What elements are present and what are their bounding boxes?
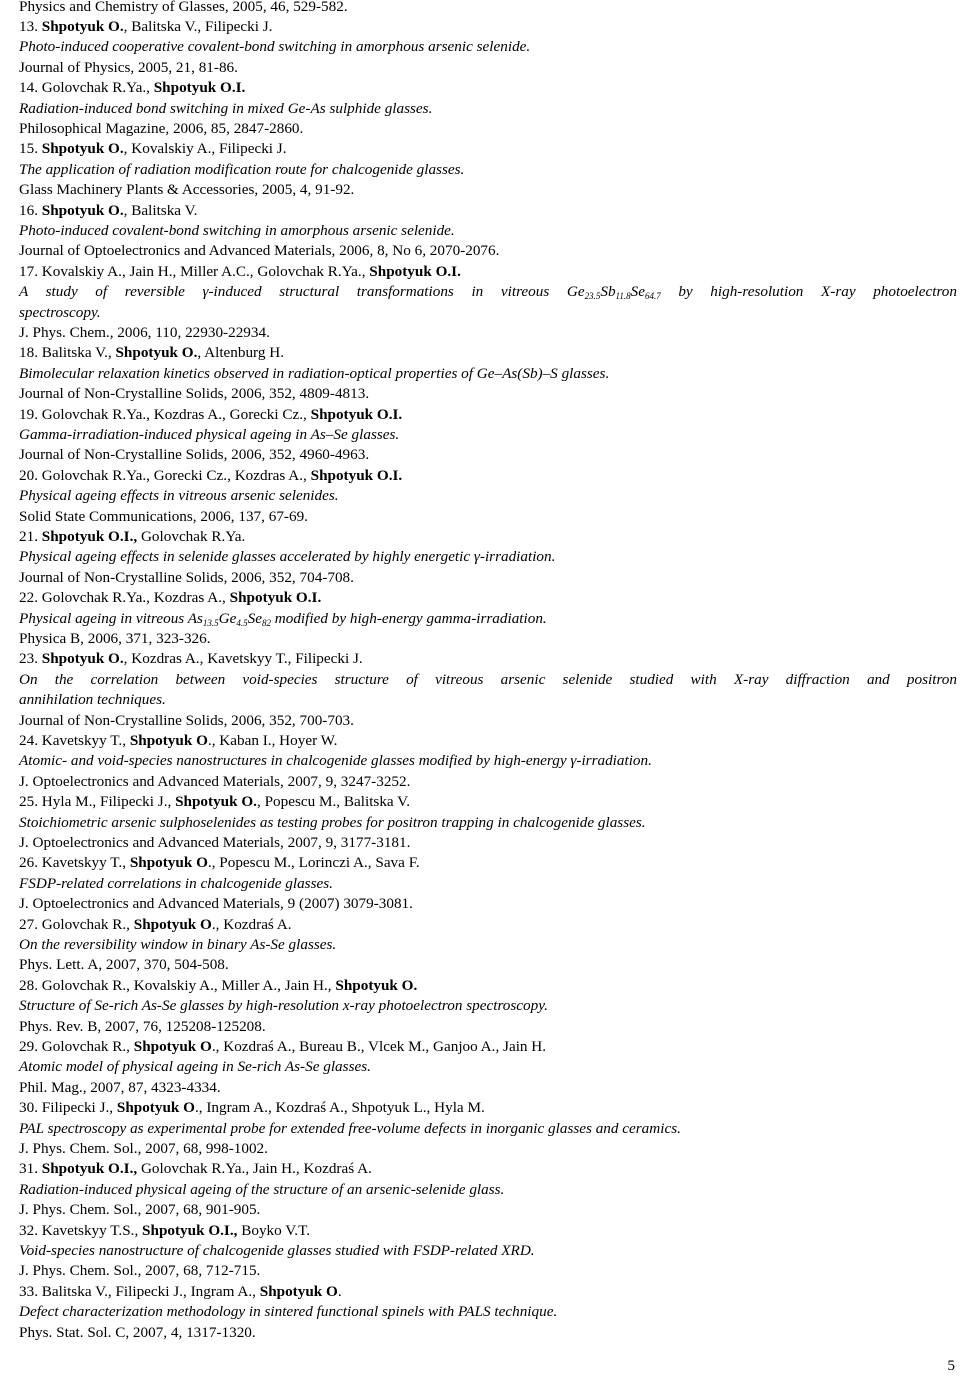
text-segment: J. Optoelectronics and Advanced Materials, 2007, 9, 3247-3252. <box>19 772 411 790</box>
reference-authors <box>19 1159 957 1179</box>
reference-source <box>19 955 957 975</box>
text-segment: ., Popescu M., Lorinczi A., Sava F. <box>207 854 420 872</box>
highlighted-author: Shpotyuk O.I. <box>310 466 403 484</box>
reference-authors <box>19 17 957 37</box>
text-segment: . <box>337 1282 342 1300</box>
text-segment: Golovchak R.Ya., Jain H., Kozdraś A. <box>137 1160 372 1178</box>
text-segment: , Kozdras A., Kavetskyy T., Filipecki J. <box>123 650 363 668</box>
reference-source <box>19 629 957 649</box>
highlighted-author: Shpotyuk O.I. <box>153 79 246 97</box>
reference-source <box>19 833 957 853</box>
reference-source <box>19 119 957 139</box>
text-segment: 14. Golovchak R.Ya., <box>19 79 154 97</box>
text-segment: Physical ageing effects in vitreous arsenic selenides. <box>19 487 339 505</box>
text-segment: modified by high-energy gamma-irradiation. <box>270 609 547 627</box>
text-segment: Radiation-induced physical ageing of the structure of an arsenic-selenide glass. <box>19 1180 505 1198</box>
highlighted-author: Shpotyuk O.I. <box>229 589 322 607</box>
reference-authors <box>19 792 957 812</box>
text-segment: Photo-induced cooperative covalent-bond switching in amorphous arsenic selenide. <box>19 38 531 56</box>
highlighted-author: Shpotyuk O. <box>175 793 257 811</box>
reference-title <box>19 1241 957 1261</box>
text-segment: 32. Kavetskyy T.S., <box>19 1221 143 1239</box>
text-segment: 29. Golovchak R., <box>19 1037 134 1055</box>
text-segment: ., Kaban I., Hoyer W. <box>207 731 338 749</box>
highlighted-author: Shpotyuk O. <box>41 17 124 35</box>
highlighted-author: Shpotyuk O <box>133 1037 212 1055</box>
text-segment: Golovchak R.Ya. <box>137 527 246 545</box>
text-segment: The application of radiation modification route for chalcogenide glasses. <box>19 160 465 178</box>
text-segment: Atomic model of physical ageing in Se-rich As-Se glasses. <box>19 1058 371 1076</box>
text-segment: Stoichiometric arsenic sulphoselenides as testing probes for positron trapping in chalcogenide glasses. <box>19 813 646 831</box>
reference-source <box>19 180 957 200</box>
reference-title <box>19 99 957 119</box>
subscript: 23.5 <box>584 291 601 302</box>
reference-source <box>19 711 957 731</box>
text-segment: 23. <box>19 650 42 668</box>
text-segment: 26. Kavetskyy T., <box>19 854 130 872</box>
text-segment: ., Kozdraś A., Bureau B., Vlcek M., Ganjoo A., Jain H. <box>211 1037 547 1055</box>
reference-authors <box>19 1098 957 1118</box>
highlighted-author: Shpotyuk O <box>116 1099 195 1117</box>
reference-title <box>19 425 957 445</box>
reference-title <box>19 935 957 955</box>
text-segment: spectroscopy. <box>19 303 101 321</box>
reference-source <box>19 894 957 914</box>
text-segment: J. Optoelectronics and Advanced Materials, 2007, 9, 3177-3181. <box>19 833 411 851</box>
text-segment: Phys. Stat. Sol. C, 2007, 4, 1317-1320. <box>19 1323 256 1341</box>
text-segment: 25. Hyla M., Filipecki J., <box>19 793 176 811</box>
reference-source <box>19 58 957 78</box>
reference-title <box>19 1119 957 1139</box>
highlighted-author: Shpotyuk O.I. <box>369 262 461 280</box>
text-segment: 18. Balitska V., <box>19 344 116 362</box>
reference-source <box>19 0 957 17</box>
text-segment: Physics and Chemistry of Glasses, 2005, 46, 529-582. <box>19 0 348 15</box>
text-segment: by high-resolution X-ray photoelectron <box>660 283 957 301</box>
reference-authors <box>19 1037 957 1057</box>
reference-source <box>19 1323 957 1343</box>
text-segment: 19. Golovchak R.Ya., Kozdras A., Gorecki Cz., <box>19 405 311 423</box>
text-segment: Philosophical Magazine, 2006, 85, 2847-2860. <box>19 119 304 137</box>
text-segment: Ge <box>218 609 237 627</box>
reference-title <box>19 303 957 323</box>
text-segment: , Altenburg H. <box>197 344 284 362</box>
text-segment: On the correlation between void-species structure of vitreous arsenic selenide studied with X-ray diffraction and positron <box>19 670 957 688</box>
text-segment: FSDP-related correlations in chalcogenide glasses. <box>19 874 333 892</box>
text-segment: ., Kozdraś A. <box>211 915 292 933</box>
text-segment: J. Phys. Chem. Sol., 2007, 68, 712-715. <box>19 1262 261 1280</box>
highlighted-author: Shpotyuk O. <box>335 976 418 994</box>
text-segment: Journal of Non-Crystalline Solids, 2006, 352, 700-703. <box>19 711 354 729</box>
text-segment: Glass Machinery Plants & Accessories, 2005, 4, 91-92. <box>19 181 355 199</box>
reference-title <box>19 1180 957 1200</box>
reference-authors <box>19 588 957 608</box>
text-segment: ., Ingram A., Kozdraś A., Shpotyuk L., Hyla M. <box>194 1099 485 1117</box>
highlighted-author: Shpotyuk O <box>259 1282 338 1300</box>
reference-authors <box>19 1282 957 1302</box>
reference-title <box>19 1057 957 1077</box>
subscript: 11.8 <box>615 291 631 302</box>
reference-source <box>19 568 957 588</box>
text-segment: A study of reversible γ-induced structural transformations in vitreous Ge <box>19 283 585 301</box>
reference-authors <box>19 976 957 996</box>
reference-title <box>19 364 957 384</box>
text-segment: , Popescu M., Balitska V. <box>256 793 410 811</box>
reference-authors <box>19 649 957 669</box>
highlighted-author: Shpotyuk O <box>129 854 208 872</box>
reference-source <box>19 1139 957 1159</box>
reference-source <box>19 241 957 261</box>
text-segment: 21. <box>19 527 42 545</box>
text-segment: Phil. Mag., 2007, 87, 4323-4334. <box>19 1078 221 1096</box>
text-segment: Se <box>247 609 262 627</box>
reference-authors <box>19 731 957 751</box>
reference-title <box>19 160 957 180</box>
text-segment: Phys. Rev. B, 2007, 76, 125208-125208. <box>19 1017 266 1035</box>
reference-source <box>19 1017 957 1037</box>
text-segment: Photo-induced covalent-bond switching in amorphous arsenic selenide. <box>19 221 455 239</box>
reference-title <box>19 486 957 506</box>
reference-title <box>19 751 957 771</box>
text-segment: , Balitska V., Filipecki J. <box>123 17 273 35</box>
text-segment: Boyko V.T. <box>237 1221 311 1239</box>
reference-source <box>19 1261 957 1281</box>
reference-title <box>19 813 957 833</box>
reference-source <box>19 507 957 527</box>
text-segment: 13. <box>19 17 42 35</box>
reference-authors <box>19 201 957 221</box>
highlighted-author: Shpotyuk O <box>129 731 208 749</box>
text-segment: Physical ageing in vitreous As <box>19 609 203 627</box>
highlighted-author: Shpotyuk O. <box>41 140 124 158</box>
reference-authors <box>19 915 957 935</box>
reference-title <box>19 690 957 710</box>
reference-authors <box>19 527 957 547</box>
reference-title <box>19 547 957 567</box>
text-segment: Solid State Communications, 2006, 137, 67-69. <box>19 507 308 525</box>
reference-source <box>19 323 957 343</box>
reference-authors <box>19 1221 957 1241</box>
text-segment: Defect characterization methodology in sintered functional spinels with PALS technique. <box>19 1303 558 1321</box>
text-segment: Journal of Non-Crystalline Solids, 2006, 352, 4960-4963. <box>19 446 370 464</box>
highlighted-author: Shpotyuk O.I., <box>41 527 138 545</box>
text-segment: Structure of Se-rich As-Se glasses by high-resolution x-ray photoelectron spectroscopy. <box>19 997 548 1015</box>
reference-authors <box>19 139 957 159</box>
reference-authors <box>19 343 957 363</box>
text-segment: , Balitska V. <box>123 201 198 219</box>
reference-title <box>19 609 957 629</box>
reference-title <box>19 1302 957 1322</box>
text-segment: On the reversibility window in binary As-Se glasses. <box>19 935 337 953</box>
reference-title <box>19 282 957 302</box>
text-segment: J. Phys. Chem. Sol., 2007, 68, 998-1002. <box>19 1139 268 1157</box>
text-segment: 31. <box>19 1160 42 1178</box>
reference-title <box>19 221 957 241</box>
text-segment: Sb <box>600 283 616 301</box>
reference-title <box>19 670 957 690</box>
text-segment: Atomic- and void-species nanostructures in chalcogenide glasses modified by high-energy γ-irradiation. <box>19 752 652 770</box>
reference-authors <box>19 853 957 873</box>
text-segment: Journal of Non-Crystalline Solids, 2006, 352, 704-708. <box>19 568 354 586</box>
text-segment: 15. <box>19 140 42 158</box>
text-segment: J. Phys. Chem. Sol., 2007, 68, 901-905. <box>19 1201 261 1219</box>
text-segment: Physical ageing effects in selenide glasses accelerated by highly energetic γ-irradiation. <box>19 548 556 566</box>
text-segment: 16. <box>19 201 42 219</box>
text-segment: Journal of Physics, 2005, 21, 81-86. <box>19 58 238 76</box>
reference-source <box>19 445 957 465</box>
highlighted-author: Shpotyuk O.I. <box>310 405 403 423</box>
text-segment: Gamma-irradiation-induced physical ageing in As–Se glasses. <box>19 425 400 443</box>
text-segment: 28. Golovchak R., Kovalskiy A., Miller A., Jain H., <box>19 976 336 994</box>
text-segment: Se <box>630 283 645 301</box>
text-segment: Void-species nanostructure of chalcogenide glasses studied with FSDP-related XRD. <box>19 1241 535 1259</box>
page-number: 5 <box>947 1357 955 1374</box>
text-segment: Phys. Lett. A, 2007, 370, 504-508. <box>19 956 229 974</box>
text-segment: Journal of Non-Crystalline Solids, 2006, 352, 4809-4813. <box>19 385 370 403</box>
reference-source <box>19 1078 957 1098</box>
reference-authors <box>19 466 957 486</box>
highlighted-author: Shpotyuk O.I., <box>142 1221 238 1239</box>
text-segment: 20. Golovchak R.Ya., Gorecki Cz., Kozdras A., <box>19 466 311 484</box>
reference-source <box>19 772 957 792</box>
reference-title <box>19 874 957 894</box>
text-segment: annihilation techniques. <box>19 691 166 709</box>
reference-source <box>19 384 957 404</box>
text-segment: 30. Filipecki J., <box>19 1099 117 1117</box>
text-segment: J. Optoelectronics and Advanced Materials, 9 (2007) 3079-3081. <box>19 895 413 913</box>
highlighted-author: Shpotyuk O. <box>41 650 124 668</box>
text-segment: , Kovalskiy A., Filipecki J. <box>123 140 287 158</box>
text-segment: PAL spectroscopy as experimental probe for extended free-volume defects in inorganic glasses and ceramics. <box>19 1119 681 1137</box>
text-segment: 27. Golovchak R., <box>19 915 134 933</box>
reference-source <box>19 1200 957 1220</box>
subscript: 82 <box>261 617 271 628</box>
subscript: 13.5 <box>202 617 219 628</box>
text-segment: J. Phys. Chem., 2006, 110, 22930-22934. <box>19 323 270 341</box>
text-segment: Physica B, 2006, 371, 323-326. <box>19 629 211 647</box>
text-segment: 17. Kovalskiy A., Jain H., Miller A.C., Golovchak R.Ya., <box>19 262 370 280</box>
text-segment: 33. Balitska V., Filipecki J., Ingram A., <box>19 1282 260 1300</box>
text-segment: 22. Golovchak R.Ya., Kozdras A., <box>19 589 230 607</box>
text-segment: Radiation-induced bond switching in mixed Ge-As sulphide glasses. <box>19 99 433 117</box>
reference-authors <box>19 405 957 425</box>
subscript: 64.7 <box>644 291 661 302</box>
text-segment: Journal of Optoelectronics and Advanced Materials, 2006, 8, No 6, 2070-2076. <box>19 242 500 260</box>
reference-authors <box>19 262 957 282</box>
text-segment: 24. Kavetskyy T., <box>19 731 130 749</box>
reference-title <box>19 996 957 1016</box>
highlighted-author: Shpotyuk O.I., <box>41 1160 138 1178</box>
text-segment: Bimolecular relaxation kinetics observed in radiation-optical properties of Ge–As(Sb)–S glasses. <box>19 364 610 382</box>
reference-authors <box>19 78 957 98</box>
highlighted-author: Shpotyuk O <box>133 915 212 933</box>
highlighted-author: Shpotyuk O. <box>41 201 124 219</box>
reference-title <box>19 37 957 57</box>
highlighted-author: Shpotyuk O. <box>115 344 198 362</box>
subscript: 4.5 <box>236 617 248 628</box>
